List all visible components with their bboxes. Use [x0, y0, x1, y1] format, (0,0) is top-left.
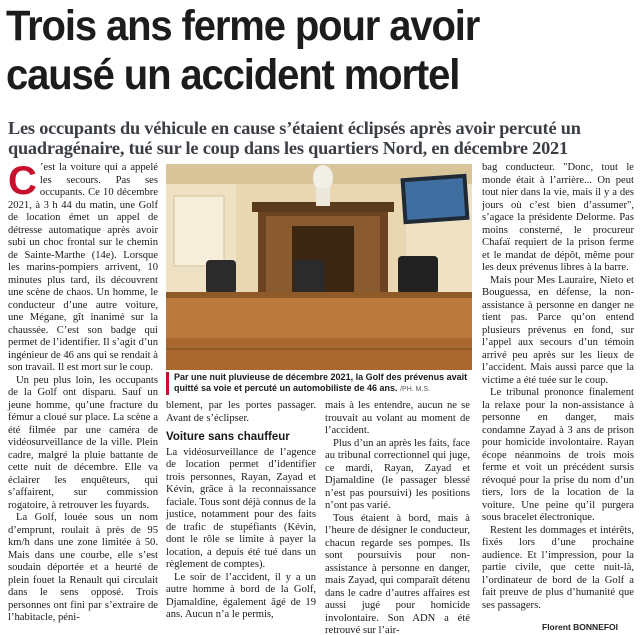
paragraph: Tous étaient à bord, mais à l’heure de désigner le conducteur, chacun regarde ses pompes. Ils sont poursuivis pour non-assistance à personne en danger, mais Zayad, qui comparaît détenu dans le cadre d’autres affaires est aussi jugé pour homicide involontaire. Son ADN a été retrouvé sur l’air- [325, 512, 470, 635]
section-subtitle: Voiture sans chauffeur [166, 431, 290, 443]
paragraph: La Golf, louée sous un nom d’emprunt, roulait à près de 95 km/h dans une zone limitée à 50. Mais dans une courbe, elle s’est soudain déportée et a heurté de plein fouet la Renault qui circulait dans le sens opposé. Trois personnes ont fini par s’extraire de l’habitacle, péni- [8, 512, 158, 623]
paragraph: Mais pour Mes Lauraire, Nieto et Bouguessa, en défense, la non-assistance à personne en danger ne tient pas. Parce qu’on entend plusieurs prévenus en fond, sur l’appel aux secours d’un témoin arrivé peu après sur les lieux de l’accident. Mais aussi parce que la victime a été tuée sur le coup. [482, 274, 634, 386]
paragraph: La vidéosurveillance de l’agence de location permet d’identifier trois personnes, Rayan, Zayad et Kévin, grâce à la reconnaissance faciale. Tous sont déjà connus de la justice, notamment pour des faits de trafic de stupéfiants (Kévin, dont le rôle se limite à payer la location, a depuis été tué dans un règlement de comptes). [166, 446, 316, 570]
headline-line-1: Trois ans ferme pour avoir [6, 2, 480, 50]
paragraph: bag conducteur. "Donc, tout le monde était à l’arrière... On peut tout nier dans la vie, mais il y a des jours où c’est bien d’assumer", s’agace la présidente Delorme. Pas moins consterné, le procureur Chafaï requiert de la prison ferme et le mandat de dépôt, même pour les deux prévenus libres à la barre. [482, 162, 634, 273]
paragraph: blement, par les portes passager. Avant de s’éclipser. [166, 400, 316, 424]
paragraph-text: ’est la voiture qui a appelé les secours. Pas ses occupants. Ce 10 décembre 2021, à 3 h 44 du matin, une Golf de location émet un appel de détresse automatique après avoir subi un choc frontal sur le chemin de Sainte-Marthe (14e). Lorsque les marins-pompiers arrivent, 10 minutes plus tard, ils découvrent une scène de chaos. Un homme, le conducteur d’une autre voiture, une Mégane, gît inanimé sur la chaussée. C’est son badge qui permet de l’identifier. Il s’agit d’un ingénieur de 46 ans qui se rendait à son travail. Il est mort sur le coup. [8, 162, 158, 373]
column-1 [8, 159, 158, 625]
subhead: Les occupants du véhicule en cause s’étaient éclipsés après avoir percuté un quadragénaire, tué sur le coup dans les quartiers Nord, en décembre 2021 [8, 118, 581, 158]
column-4 [482, 162, 634, 612]
paragraph: Le soir de l’accident, il y a un autre homme à bord de la Golf, Djamaldine, également âgé de 19 ans. Aucun n’a le permis, [166, 571, 316, 620]
byline: Florent BONNEFOI [542, 622, 619, 632]
courtroom-illustration [166, 164, 472, 370]
photo-caption [166, 372, 472, 395]
paragraph: mais à les entendre, aucun ne se trouvait au volant au moment de l’accident. [325, 400, 470, 436]
caption-text: Par une nuit pluvieuse de décembre 2021, la Golf des prévenus avait quitté sa voie et percuté un automobiliste de 46 ans. [174, 372, 468, 393]
column-2 [166, 400, 316, 622]
paragraph [8, 159, 158, 375]
paragraph: Restent les dommages et intérêts, fixés lors d’une prochaine audience. Et l’impression, pour la partie civile, que cette nuit-là, l’ordinateur de bord de la Golf a fait preuve de plus d’humanité que ses passagers. [482, 524, 634, 611]
column-3 [325, 400, 470, 635]
photo-credit: /PH. M.S. [400, 386, 431, 393]
headline-line-2: causé un accident mortel [6, 51, 460, 99]
paragraph: Plus d’un an après les faits, face au tribunal correctionnel qui juge, ce mardi, Rayan, Zayad et Djamaldine (le passager blessé n’est pas poursuivi) les positions n’ont pas varié. [325, 437, 470, 511]
drop-cap: C [8, 159, 37, 203]
courtroom-photo [166, 164, 472, 370]
paragraph: Un peu plus loin, les occupants de la Golf ont disparu. Sauf un jeune homme, qu’une fracture du fémur a cloué sur place. La scène a été filmée par une caméra de vidéosurveillance de la ville. Plein cadre, malgré la pluie battante de cette nuit de décembre. Elle va éclairer les enquêteurs, qui s’affairent, sur commission rogatoire, à retrouver les fuyards. [8, 374, 158, 511]
headline [6, 2, 592, 100]
paragraph: Le tribunal prononce finalement la relaxe pour la non-assistance à personne en danger, mais condamne Zayad à 3 ans de prison pour homicide involontaire. Rayan écope néanmoins de trois mois ferme et voit un précédent sursis révoqué pour la prise du nom d’un tiers, lors de la location de la voiture. Une peine qu’il purgera sous bracelet électronique. [482, 387, 634, 523]
